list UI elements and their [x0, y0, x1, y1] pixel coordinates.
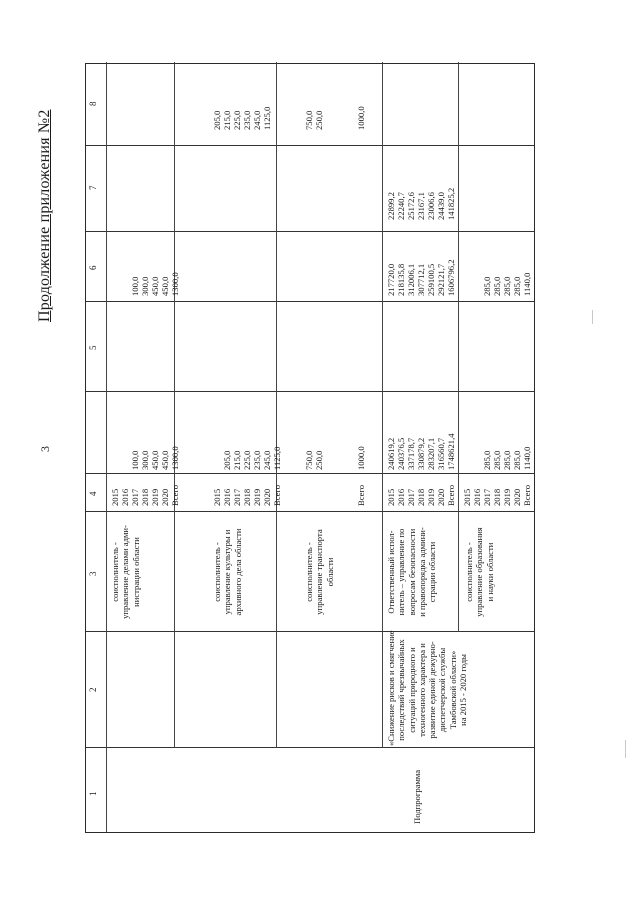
group1-line: [174, 62, 175, 748]
group2-years-2020: 2020: [262, 488, 272, 506]
sub-col7-2020: 24439,0: [436, 192, 446, 220]
sub-year-2017: 2017: [406, 488, 416, 506]
coexec-year-2015: 2015: [462, 488, 472, 506]
group2-years-2018: 2018: [242, 488, 252, 506]
group3-col8-2: 250,0: [314, 110, 324, 130]
group4-col8-total: 1000,0: [356, 106, 366, 130]
coexec-col4-total: 1140,0: [522, 446, 532, 470]
group3-col8-1: 750,0: [304, 110, 314, 130]
group2-col4-2020: 245,0: [262, 450, 272, 470]
sub-year-2020: 2020: [436, 488, 446, 506]
header-col-1: 1: [88, 791, 98, 796]
coexec-year-2017: 2017: [482, 488, 492, 506]
header-col-6: 6: [88, 265, 98, 270]
group4-total-label: Всего: [356, 484, 366, 506]
sub-col7-2019: 23006,6: [426, 192, 436, 220]
header-col-2: 2: [88, 687, 98, 692]
group3-col4-1: 750,0: [304, 450, 314, 470]
sub-col6-2018: 307712,1: [416, 263, 426, 296]
col-line-1: [86, 747, 534, 748]
col-line-4: [86, 473, 534, 474]
appendix-title: Продолжение приложения №2: [36, 109, 53, 322]
group2-col8-2018: 235,0: [242, 110, 252, 130]
header-col-5: 5: [88, 345, 98, 350]
header-row-line: [106, 62, 107, 832]
coexec-col4-2019: 285,0: [502, 450, 512, 470]
group2-col8-2017: 225,0: [232, 110, 242, 130]
sub-year-2015: 2015: [386, 488, 396, 506]
sub-col4-2017: 337178,7: [406, 437, 416, 470]
scan-artifact: [625, 740, 626, 758]
group2-col8-2016: 215,0: [222, 110, 232, 130]
group1-years-2016: 2016: [120, 488, 130, 506]
group1-col4-2019: 450,0: [150, 450, 160, 470]
group2-executor: соисполнитель - управление культуры и архивного дела области: [212, 528, 243, 616]
group2-col4-2018: 225,0: [242, 450, 252, 470]
sub-col7-2018: 23167,1: [416, 192, 426, 220]
group3-executor: соисполнитель - управление транспорта области: [304, 529, 335, 615]
sub-year-2018: 2018: [416, 488, 426, 506]
sub-col4-2019: 283207,1: [426, 437, 436, 470]
subprogram-title: «Снижение рисков и смягчение последствий чрезвычайных ситуаций природного и техногенного характера и развитие единой дежурно- диспетчерской службы Тамбовской области» на 2015 - 2020 годы: [386, 630, 469, 746]
sub-col4-2020: 316560,7: [436, 437, 446, 470]
group2-col4-2019: 235,0: [252, 450, 262, 470]
sub-year-total: Всего: [446, 484, 456, 506]
group2-years-2015: 2015: [212, 488, 222, 506]
group1-executor: соисполнитель - управление делами адми- нистрации области: [110, 525, 141, 619]
group2-col8-2015: 205,0: [212, 110, 222, 130]
group2-col4-2016: 205,0: [222, 450, 232, 470]
col-line-3: [86, 511, 534, 512]
group1-col6-2017: 100,0: [130, 276, 140, 296]
group1-years-2019: 2019: [150, 488, 160, 506]
col-line-7: [86, 231, 534, 232]
group1-col6-total: 1300,0: [170, 272, 180, 296]
group3-line: [382, 62, 383, 748]
group2-line: [276, 62, 277, 748]
coexec-col6-2018: 285,0: [492, 276, 502, 296]
col-line-5: [86, 391, 534, 392]
group1-col4-total: 1300,0: [170, 446, 180, 470]
coexec-year-2018: 2018: [492, 488, 502, 506]
coexec-col6-2017: 285,0: [482, 276, 492, 296]
group1-years-2017: 2017: [130, 488, 140, 506]
group1-col6-2019: 450,0: [150, 276, 160, 296]
sub-col4-2016: 240376,5: [396, 437, 406, 470]
group2-col4-total: 1125,0: [272, 446, 282, 470]
header-col-7: 7: [88, 185, 98, 190]
header-col-3: 3: [88, 571, 98, 576]
subprogram-type: Подпрограмма: [412, 769, 422, 824]
coexec-year-2016: 2016: [472, 488, 482, 506]
group1-col4-2017: 100,0: [130, 450, 140, 470]
sub-col7-2017: 25172,6: [406, 192, 416, 220]
subprogram-inner-line: [458, 62, 459, 632]
coexec-col4-2018: 285,0: [492, 450, 502, 470]
col-line-2: [86, 631, 534, 632]
coexec-col6-2019: 285,0: [502, 276, 512, 296]
group1-col6-2020: 450,0: [160, 276, 170, 296]
header-col-4: 4: [88, 491, 98, 496]
budget-table: [85, 63, 535, 833]
group2-years-2019: 2019: [252, 488, 262, 506]
coexec-col6-total: 1140,0: [522, 272, 532, 296]
sub-year-2016: 2016: [396, 488, 406, 506]
budget-table-rotated: [85, 63, 535, 833]
group1-years-2018: 2018: [140, 488, 150, 506]
group1-years-2020: 2020: [160, 488, 170, 506]
subprogram-coexec: соисполнитель - управление образования и науки области: [464, 527, 495, 617]
group1-years-total: Всего: [170, 484, 180, 506]
sub-col6-2016: 218135,8: [396, 263, 406, 296]
subprogram-responsible: Ответственный испол- нитель – управление по вопросам безопасности и правопорядка админи- страции области: [386, 527, 438, 617]
group1-years-2015: 2015: [110, 488, 120, 506]
group2-years-2017: 2017: [232, 488, 242, 506]
group1-col4-2018: 300,0: [140, 450, 150, 470]
sub-col4-total: 1748621,4: [446, 433, 456, 470]
sub-col7-2015: 22899,2: [386, 192, 396, 220]
group1-col4-2020: 450,0: [160, 450, 170, 470]
col-line-8: [86, 145, 534, 146]
sub-col6-total: 1606796,2: [446, 259, 456, 296]
group2-years-2016: 2016: [222, 488, 232, 506]
sub-col6-2015: 217720,0: [386, 263, 396, 296]
group4-col4-total: 1000,0: [356, 446, 366, 470]
page-number: 3: [38, 446, 52, 452]
header-col-8: 8: [88, 101, 98, 106]
coexec-year-total: Всего: [522, 484, 532, 506]
sub-col6-2019: 259100,5: [426, 263, 436, 296]
group2-years-total: Всего: [272, 484, 282, 506]
group2-col8-2019: 245,0: [252, 110, 262, 130]
group3-col4-2: 250,0: [314, 450, 324, 470]
group1-col6-2018: 300,0: [140, 276, 150, 296]
col-line-6: [86, 301, 534, 302]
coexec-year-2019: 2019: [502, 488, 512, 506]
coexec-col6-2020: 285,0: [512, 276, 522, 296]
sub-col4-2015: 240619,2: [386, 437, 396, 470]
sub-col7-2016: 22240,7: [396, 192, 406, 220]
sub-col4-2018: 330879,2: [416, 437, 426, 470]
sub-col6-2017: 312006,1: [406, 263, 416, 296]
coexec-col4-2020: 285,0: [512, 450, 522, 470]
group2-col8-total: 1125,0: [262, 106, 272, 130]
coexec-year-2020: 2020: [512, 488, 522, 506]
sub-col7-total: 141825,2: [446, 187, 456, 220]
group2-col4-2017: 215,0: [232, 450, 242, 470]
sub-year-2019: 2019: [426, 488, 436, 506]
coexec-col4-2017: 285,0: [482, 450, 492, 470]
sub-col6-2020: 292121,7: [436, 263, 446, 296]
scan-artifact: [592, 310, 593, 324]
